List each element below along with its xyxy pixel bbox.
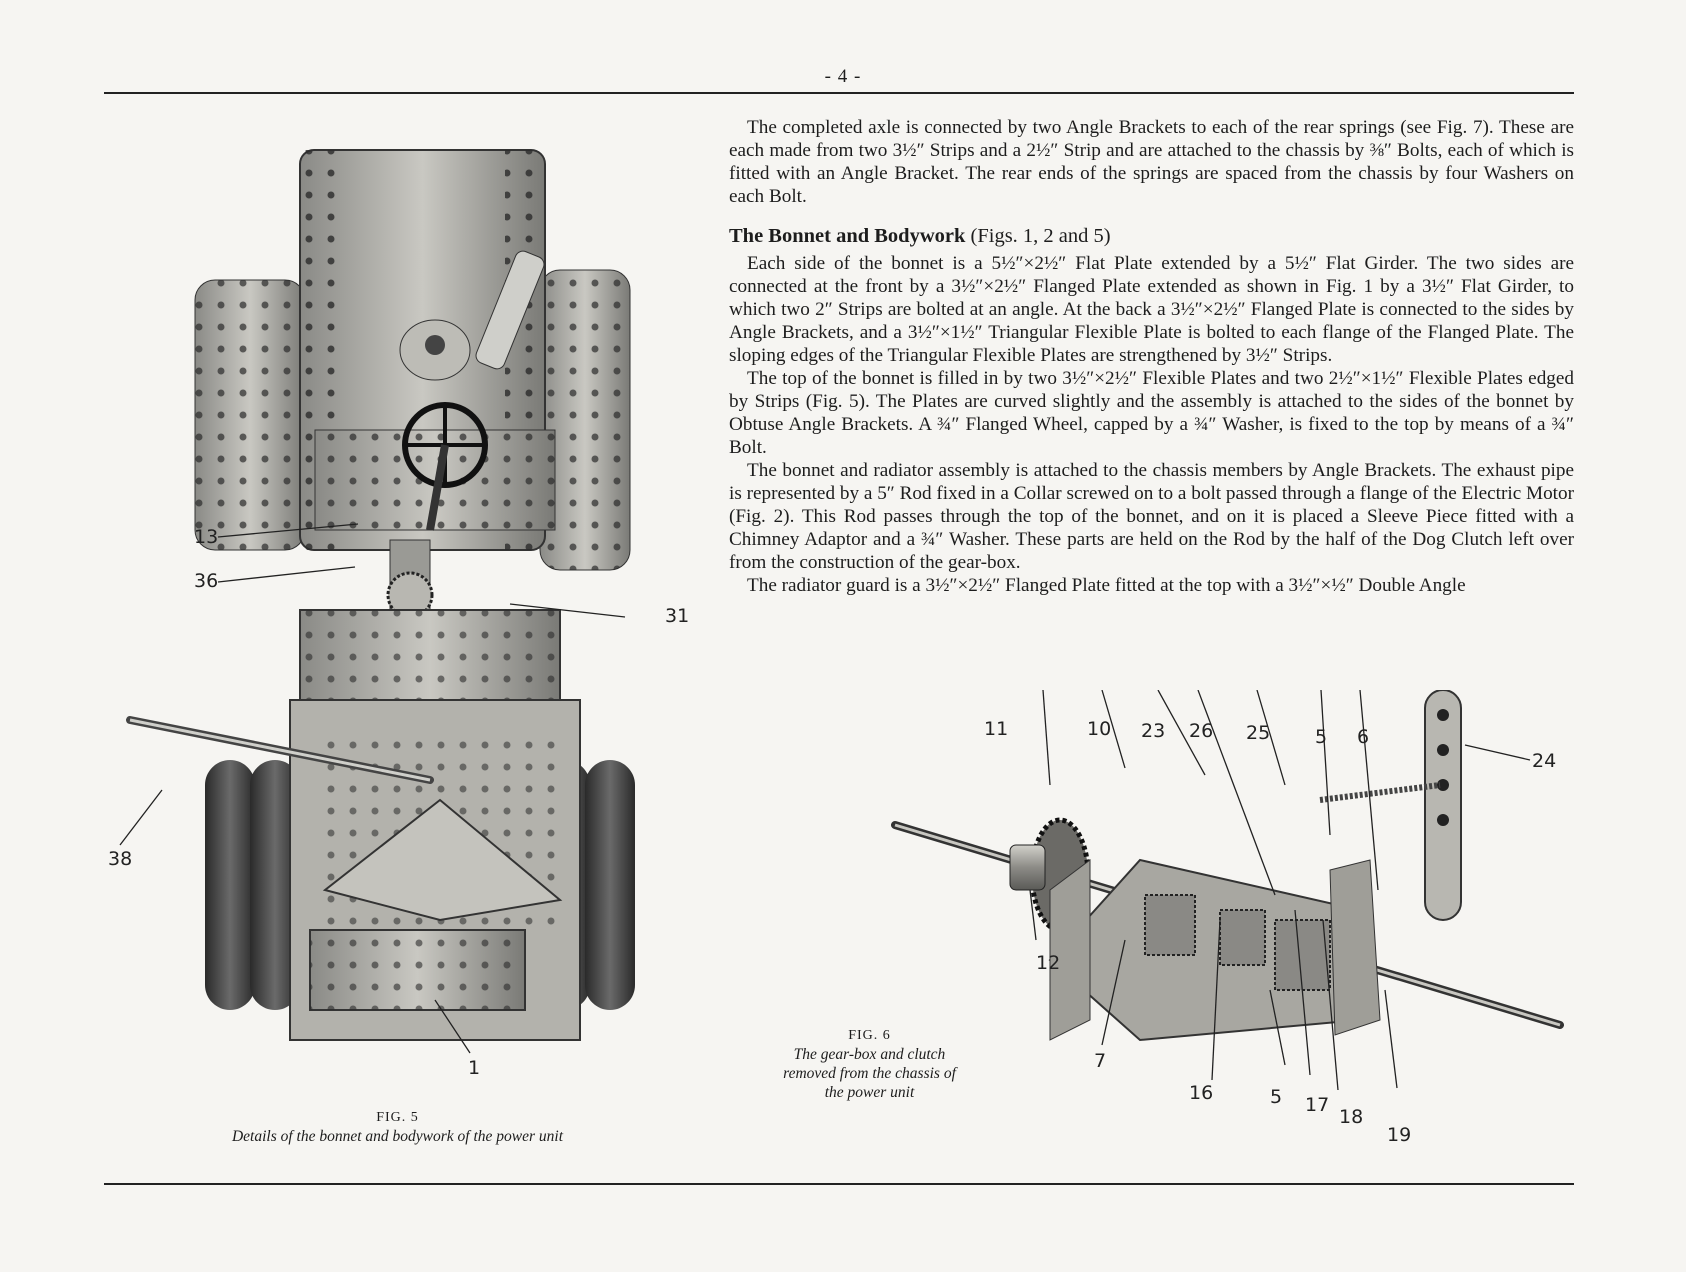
section-heading-figs: (Figs. 1, 2 and 5) xyxy=(970,225,1111,247)
fig5-caption-text: Details of the bonnet and bodywork of the power unit xyxy=(231,1128,564,1145)
callout-5-top: 5 xyxy=(1315,726,1328,748)
callout-16: 16 xyxy=(1189,1082,1214,1104)
fig5-label: FIG. 5 xyxy=(376,1110,419,1125)
callout-36: 36 xyxy=(194,570,219,592)
callout-19: 19 xyxy=(1387,1124,1412,1146)
fig5-illustration xyxy=(100,140,640,1060)
callout-18: 18 xyxy=(1339,1106,1364,1128)
body-paragraph: Each side of the bonnet is a 5½″×2½″ Flat Plate extended by a 5½″ Flat Girder. The two sides are connected at the front by a 3½″×2½″ Flanged Plate extended as shown in Fig. 1 by a 3½″ Flat Girder, to which two 2″ Strips are bolted at an angle. At the back a 3½″×2½″ Flanged Plate is connected to the sides by Angle Brackets, and a 3½″×1½″ Triangular Flexible Plate is bolted to each flange of the Flanged Plate. The sloping edges of the Triangular Flexible Plates are strengthened by 3½″ Strips. xyxy=(729,253,1574,366)
fig6-caption-text: The gear-box and clutch removed from the chassis of the power unit xyxy=(783,1046,956,1101)
callout-38: 38 xyxy=(108,848,133,870)
callout-5-bottom: 5 xyxy=(1270,1086,1283,1108)
top-rule xyxy=(104,92,1574,94)
callout-25: 25 xyxy=(1246,722,1271,744)
section-heading-title: The Bonnet and Bodywork xyxy=(729,225,966,247)
body-paragraph: The radiator guard is a 3½″×2½″ Flanged Plate fitted at the top with a 3½″×½″ Double Angle xyxy=(747,575,1466,596)
bottom-rule xyxy=(104,1183,1574,1185)
callout-13: 13 xyxy=(194,526,219,548)
callout-31: 31 xyxy=(665,605,690,627)
section-heading xyxy=(729,225,1574,248)
callout-26: 26 xyxy=(1189,720,1214,742)
body-paragraph: The bonnet and radiator assembly is attached to the chassis members by Angle Brackets. The exhaust pipe is represented by a 5″ Rod fixed in a Collar screwed on to a bolt passed through a flange of the Electric Motor (Fig. 2). This Rod passes through the top of the bonnet, and on it is placed a Sleeve Piece fitted with a Chimney Adaptor and a ¾″ Washer. These parts are held on the Rod by the half of the Dog Clutch left over from the construction of the gear-box. xyxy=(729,460,1574,573)
callout-12: 12 xyxy=(1036,952,1061,974)
callout-17: 17 xyxy=(1305,1094,1330,1116)
fig6-label: FIG. 6 xyxy=(848,1028,891,1043)
callout-24: 24 xyxy=(1532,750,1557,772)
fig6-caption xyxy=(777,1026,962,1102)
callout-1: 1 xyxy=(468,1057,481,1079)
body-paragraph: The top of the bonnet is filled in by two 3½″×2½″ Flexible Plates and two 2½″×1½″ Flexible Plates edged by Strips (Fig. 5). The Plates are curved slightly and the assembly is attached to the sides of the bonnet by Obtuse Angle Brackets. A ¾″ Flanged Wheel, capped by a ¾″ Washer, is fixed to the top by means of a ¾″ Bolt. xyxy=(729,368,1574,458)
callout-10: 10 xyxy=(1087,718,1112,740)
callout-6: 6 xyxy=(1357,726,1370,748)
callout-7: 7 xyxy=(1094,1050,1107,1072)
page-number: - 4 - xyxy=(824,66,862,87)
intro-paragraph: The completed axle is connected by two Angle Brackets to each of the rear springs (see Fig. 7). These are each made from two 3½″ Strips and a 2½″ Strip and are attached to the chassis by ⅜″ Bolts, each of which is fitted with an Angle Bracket. The rear ends of the springs are spaced from the chassis by four Washers on each Bolt. xyxy=(729,117,1574,207)
fig6-illustration xyxy=(880,690,1570,1090)
callout-11: 11 xyxy=(984,718,1009,740)
text-column xyxy=(729,116,1574,597)
callout-23: 23 xyxy=(1141,720,1166,742)
fig5-caption xyxy=(200,1108,595,1146)
